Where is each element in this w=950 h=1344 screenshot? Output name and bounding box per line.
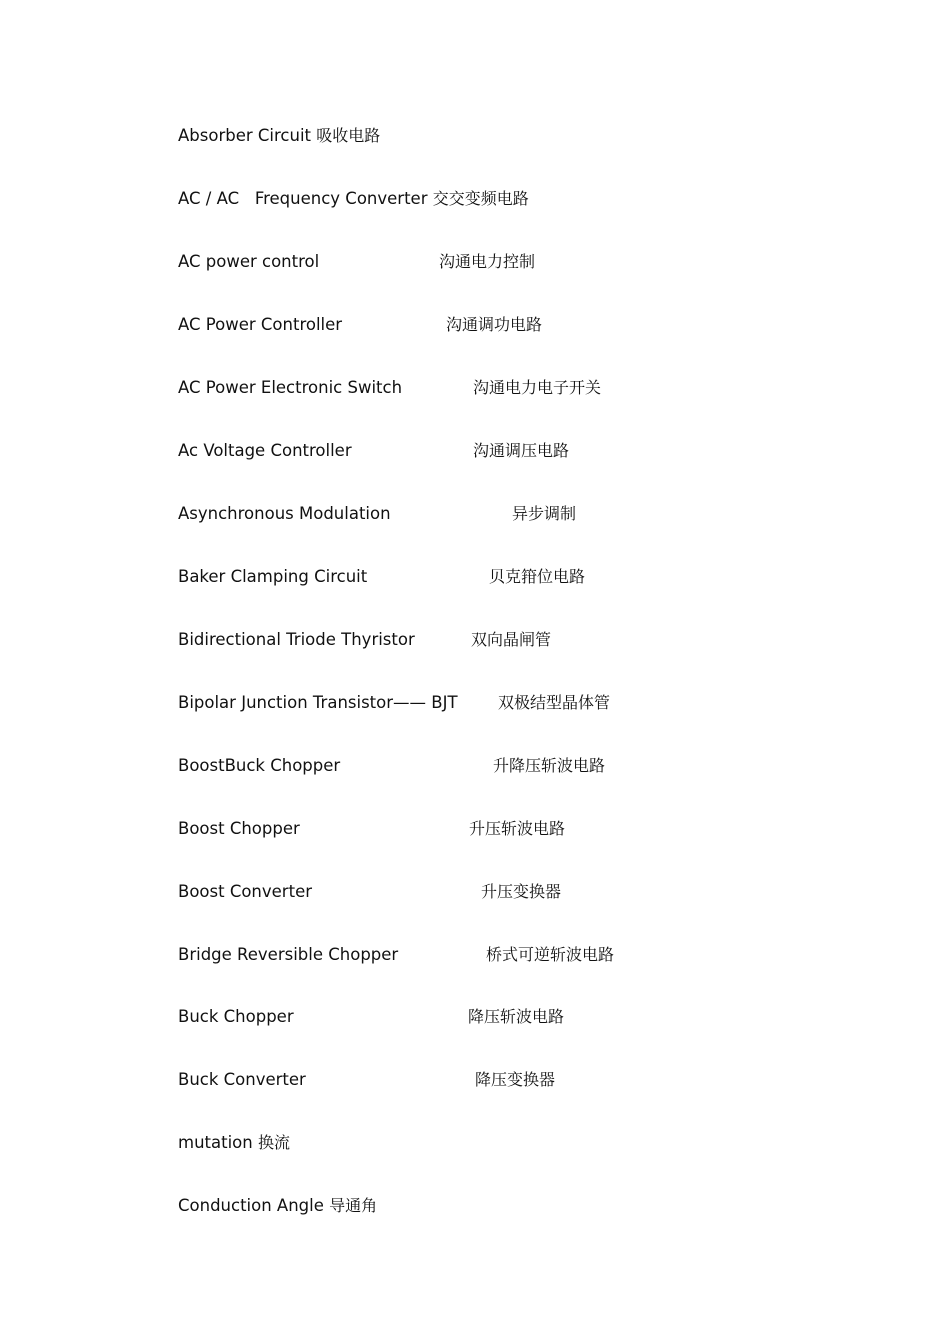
term-english: AC power control <box>178 252 320 271</box>
term-chinese: 升压变换器 <box>481 882 562 901</box>
glossary-entry <box>178 879 562 905</box>
glossary-entry <box>178 627 552 653</box>
glossary-entry <box>178 375 602 401</box>
term-chinese: 换流 <box>257 1133 290 1152</box>
term-chinese: 降压斩波电路 <box>468 1007 565 1026</box>
term-english: Baker Clamping Circuit <box>178 567 368 586</box>
glossary-entry <box>178 312 543 338</box>
term-english: AC / AC Frequency Converter <box>178 189 428 208</box>
glossary-entry <box>178 1004 565 1030</box>
term-chinese: 导通角 <box>329 1196 378 1215</box>
term-english: Boost Chopper <box>178 819 300 838</box>
term-chinese: 吸收电路 <box>316 126 381 145</box>
term-chinese: 桥式可逆斩波电路 <box>486 945 615 964</box>
glossary-entry <box>178 1193 377 1219</box>
term-chinese: 双极结型晶体管 <box>498 693 611 712</box>
term-chinese: 贝克箝位电路 <box>489 567 586 586</box>
term-chinese: 交交变频电路 <box>432 189 529 208</box>
term-chinese: 异步调制 <box>512 504 577 523</box>
glossary-entry <box>178 438 570 464</box>
glossary-entry <box>178 816 566 842</box>
glossary-entry <box>178 1067 556 1093</box>
glossary-entry <box>178 690 611 716</box>
glossary-entry <box>178 564 586 590</box>
term-chinese: 降压变换器 <box>475 1070 556 1089</box>
term-english: Buck Converter <box>178 1070 306 1089</box>
glossary-entry <box>178 753 606 779</box>
glossary-entry <box>178 249 536 275</box>
term-english: Boost Converter <box>178 882 312 901</box>
term-english: Bipolar Junction Transistor—— BJT <box>178 693 458 712</box>
term-chinese: 沟通电力控制 <box>439 252 536 271</box>
glossary-entry <box>178 501 577 527</box>
term-chinese: 沟通调压电路 <box>473 441 570 460</box>
term-english: Bidirectional Triode Thyristor <box>178 630 415 649</box>
term-chinese: 双向晶闸管 <box>471 630 552 649</box>
term-english: AC Power Electronic Switch <box>178 378 403 397</box>
term-english: Conduction Angle <box>178 1196 324 1215</box>
term-english: Bridge Reversible Chopper <box>178 945 399 964</box>
term-chinese: 沟通调功电路 <box>446 315 543 334</box>
term-english: BoostBuck Chopper <box>178 756 341 775</box>
term-english: Absorber Circuit <box>178 126 311 145</box>
glossary-entry <box>178 186 529 212</box>
term-chinese: 升压斩波电路 <box>469 819 566 838</box>
glossary-entry <box>178 1130 290 1156</box>
term-english: Buck Chopper <box>178 1007 294 1026</box>
term-english: Ac Voltage Controller <box>178 441 352 460</box>
term-chinese: 升降压斩波电路 <box>493 756 606 775</box>
glossary-entry <box>178 942 615 968</box>
term-english: Asynchronous Modulation <box>178 504 391 523</box>
term-chinese: 沟通电力电子开关 <box>473 378 602 397</box>
glossary-entry <box>178 123 380 149</box>
term-english: AC Power Controller <box>178 315 343 334</box>
term-english: mutation <box>178 1133 253 1152</box>
